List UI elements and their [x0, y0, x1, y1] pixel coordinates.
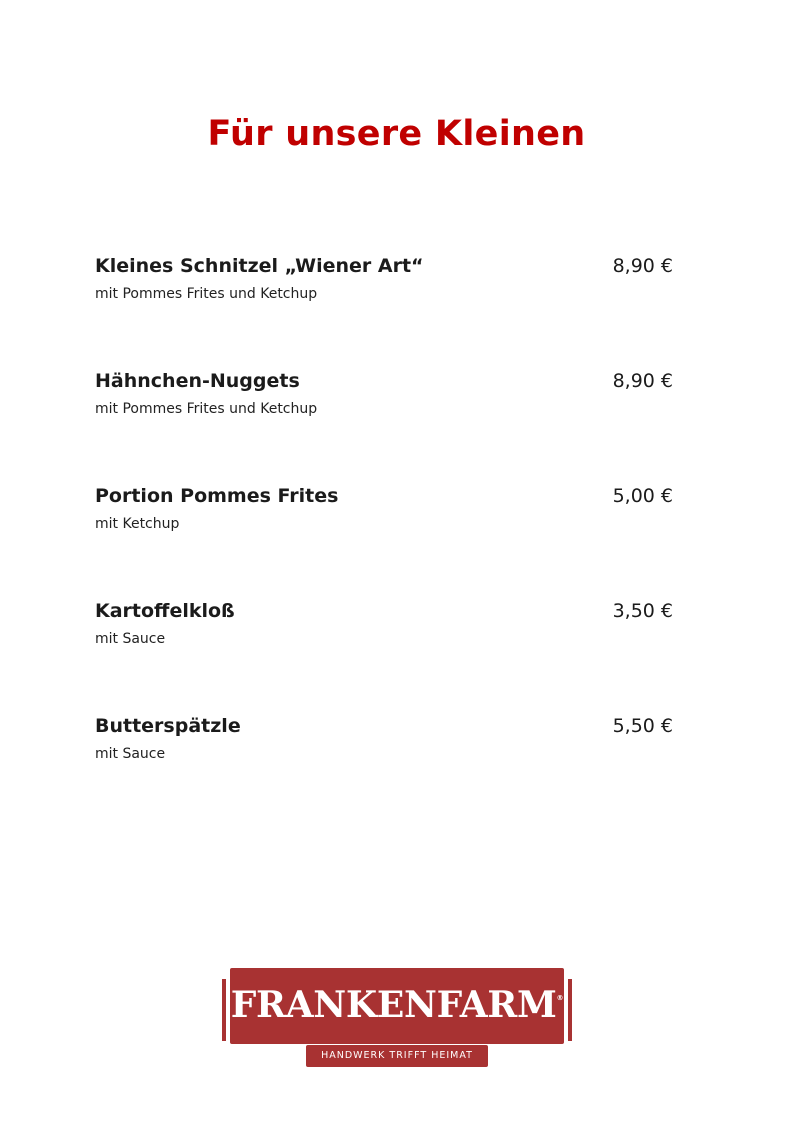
page-title: Für unsere Kleinen [207, 114, 586, 154]
item-price: 8,90 € [612, 255, 673, 277]
item-price: 5,50 € [612, 715, 673, 737]
menu-item [95, 370, 680, 485]
logo-right-bar [568, 979, 572, 1041]
item-name: Portion Pommes Frites [95, 485, 339, 507]
item-description: mit Pommes Frites und Ketchup [95, 401, 318, 417]
menu-item [95, 600, 680, 715]
menu-item [95, 715, 680, 830]
item-description: mit Sauce [95, 746, 166, 762]
logo-banner [230, 968, 564, 1044]
logo-tagline: HANDWERK TRIFFT HEIMAT [306, 1045, 488, 1067]
menu-list [95, 255, 680, 830]
item-price: 8,90 € [612, 370, 673, 392]
item-price: 3,50 € [612, 600, 673, 622]
frankenfarm-logo [222, 966, 572, 1071]
item-name: Hähnchen-Nuggets [95, 370, 300, 392]
item-name: Butterspätzle [95, 715, 241, 737]
item-name: Kartoffelkloß [95, 600, 235, 622]
item-price: 5,00 € [612, 485, 673, 507]
item-name: Kleines Schnitzel „Wiener Art“ [95, 255, 424, 277]
item-description: mit Sauce [95, 631, 166, 647]
menu-item [95, 255, 680, 370]
item-description: mit Pommes Frites und Ketchup [95, 286, 318, 302]
menu-item [95, 485, 680, 600]
logo-left-bar [222, 979, 226, 1041]
item-description: mit Ketchup [95, 516, 180, 532]
logo-wordmark: FRANKENFARM® [230, 984, 564, 1026]
